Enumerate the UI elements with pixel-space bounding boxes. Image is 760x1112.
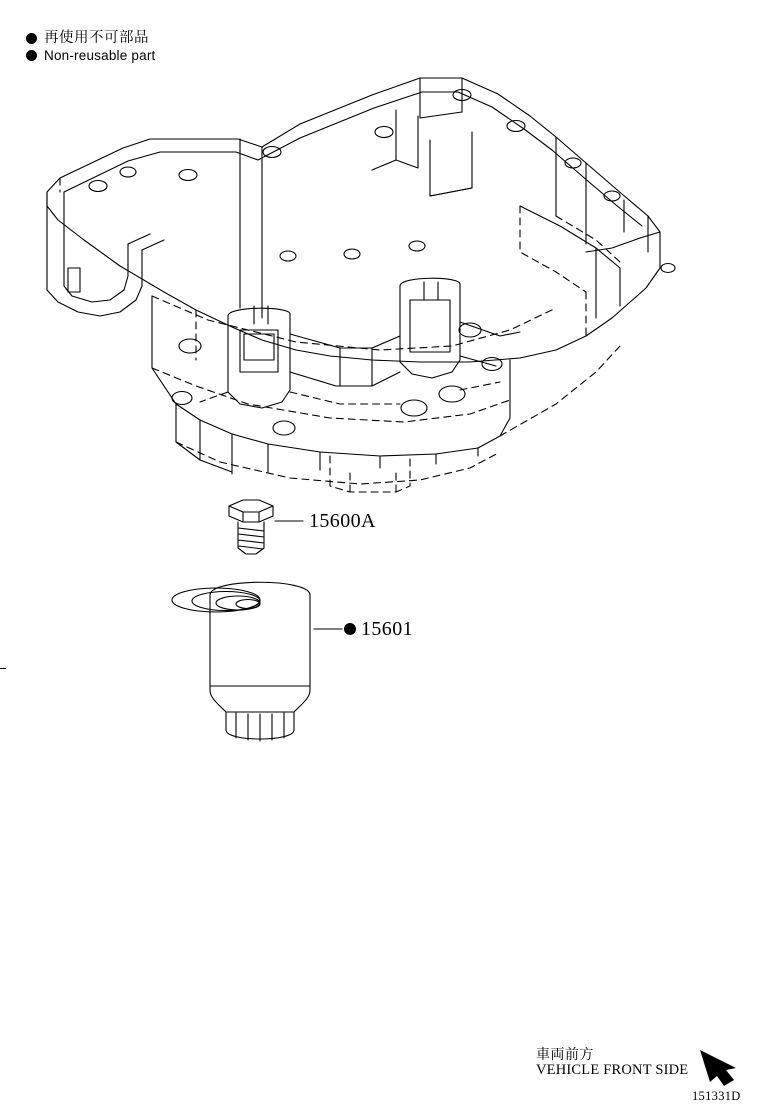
- bearing-ladder: [152, 278, 520, 474]
- legend-item: [26, 30, 155, 48]
- legend-item-label-jp: 再使用不可部品: [44, 30, 149, 46]
- legend-item-label-en: Non-reusable part: [44, 47, 156, 63]
- callout-label-15601: 15601: [361, 618, 413, 640]
- vehicle-front-side-marker: [536, 1046, 688, 1079]
- filled-circle-icon: [26, 33, 37, 44]
- vehicle-front-label-jp: 車両前方: [536, 1046, 594, 1062]
- filled-circle-icon: [26, 50, 37, 61]
- vehicle-front-arrow: [700, 1050, 736, 1086]
- legend-item: [26, 48, 155, 64]
- vehicle-front-label-en: VEHICLE FRONT SIDE: [536, 1062, 689, 1079]
- part-15600a-union-bolt: [229, 500, 303, 554]
- edge-tick-mark: [0, 668, 6, 669]
- legend: [26, 30, 155, 64]
- filled-circle-icon: [344, 623, 356, 635]
- sheet-code: 151331D: [692, 1089, 741, 1103]
- callout-label-15600a: 15600A: [309, 510, 376, 532]
- engine-block-outline: [47, 78, 675, 362]
- part-15601-oil-filter: [172, 582, 342, 741]
- hidden-lines: [60, 139, 620, 492]
